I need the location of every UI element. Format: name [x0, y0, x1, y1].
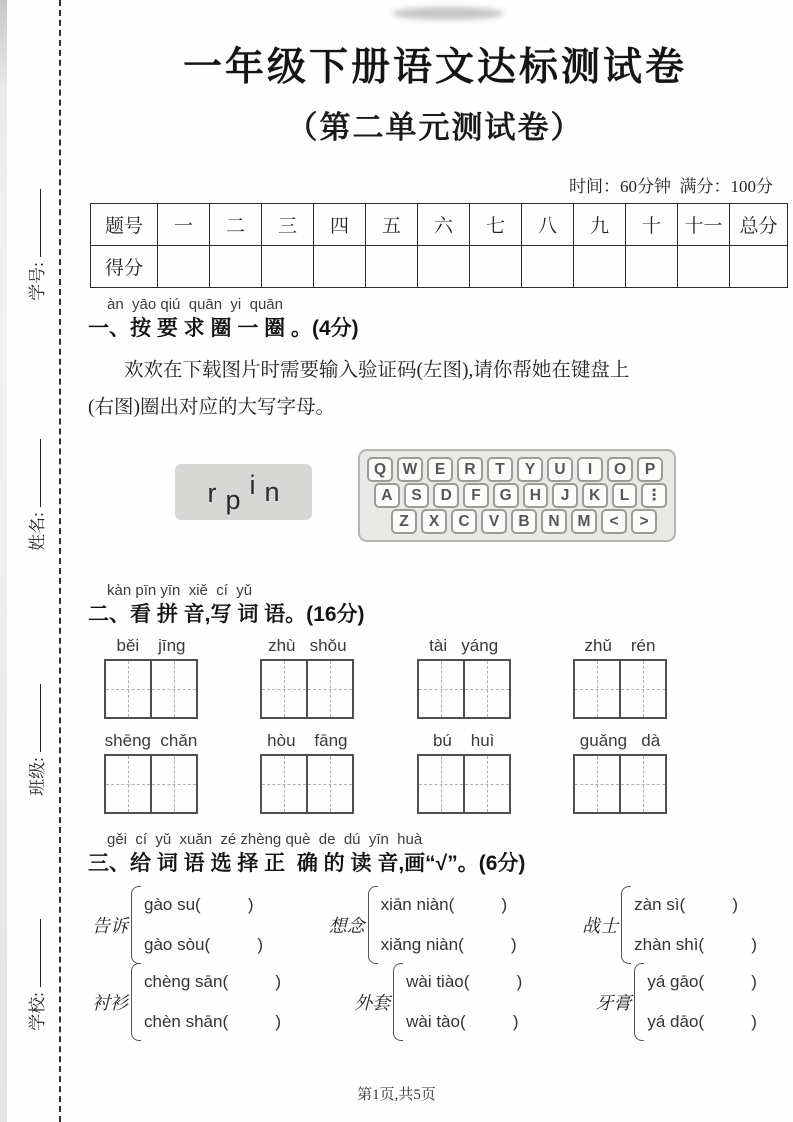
- score-table-column-4: 四: [314, 204, 366, 246]
- keyboard-key-W: W: [397, 457, 423, 482]
- writing-grid-cell: [106, 756, 150, 812]
- section2-title: 二、看 拼 音,写 词 语。(16分): [88, 603, 365, 626]
- margin-field-class: [23, 645, 47, 835]
- keyboard-row-1: [367, 457, 667, 482]
- choice-options: [381, 886, 517, 964]
- pronunciation-option-1: zàn sì( ): [634, 895, 739, 914]
- writing-grid-cell: [150, 661, 196, 717]
- pronunciation-option-1: xiān niàn( ): [380, 895, 508, 914]
- keyboard-key-Z: Z: [391, 509, 417, 534]
- word-grid-group-1-0: [104, 731, 198, 814]
- keyboard-key-T: T: [487, 457, 513, 482]
- score-table-column-10: 十: [626, 204, 678, 246]
- writing-grid-cell: [306, 661, 352, 717]
- writing-grid-cell: [262, 661, 306, 717]
- margin-field-label-class: 班级:: [28, 757, 47, 796]
- keyboard-key-E: E: [427, 457, 453, 482]
- writing-grid-cell: [619, 756, 665, 812]
- score-cell-1: [158, 246, 210, 288]
- choice-word-label: 牙膏: [595, 993, 632, 1013]
- pronunciation-option-2: wài tào( ): [406, 1012, 519, 1031]
- keyboard-key-U: U: [547, 457, 573, 482]
- section1-instructions: [88, 352, 708, 426]
- word-grid-group-0-0: [104, 636, 198, 719]
- score-cell-5: [366, 246, 418, 288]
- choice-options: [634, 886, 757, 964]
- pronunciation-option-1: wài tiào( ): [406, 972, 523, 991]
- pronunciation-option-2: xiǎng niàn( ): [380, 935, 517, 954]
- word-grid-group-1-1: [260, 731, 354, 814]
- brace-icon: [368, 886, 378, 964]
- word-grid-group-0-3: [573, 636, 667, 719]
- keyboard-row-3: [367, 509, 667, 534]
- choice-options: [144, 886, 263, 964]
- score-table-header-label: 题号: [91, 204, 158, 246]
- pronunciation-option-2: yá dāo( ): [647, 1012, 757, 1031]
- keyboard-key-H: H: [523, 483, 549, 508]
- word-grid-pinyin: tài yáng: [429, 636, 499, 655]
- section2-pinyin: kàn pīn yīn xiě cí yǔ: [107, 582, 253, 599]
- word-grid-row-0: [104, 636, 667, 719]
- score-cell-12: [730, 246, 788, 288]
- choice-row-1: [92, 963, 757, 1041]
- keyboard-key-S: S: [404, 483, 430, 508]
- margin-field-blank-student-id: [38, 189, 41, 257]
- writing-grid-box: [417, 659, 511, 719]
- choice-group-0-1: [329, 886, 517, 964]
- score-cell-8: [522, 246, 574, 288]
- word-grid-group-1-2: [417, 731, 511, 814]
- score-table-column-5: 五: [366, 204, 418, 246]
- margin-field-blank-school: [38, 919, 41, 987]
- writing-grid-box: [104, 754, 198, 814]
- writing-grid-box: [573, 659, 667, 719]
- writing-grid-cell: [419, 661, 463, 717]
- pronunciation-option-2: chèn shān( ): [144, 1012, 282, 1031]
- writing-grid-cell: [619, 661, 665, 717]
- scan-edge-artifact: [0, 0, 7, 1122]
- word-grid-pinyin: shēng chǎn: [104, 731, 198, 750]
- score-table-score-row: [91, 246, 788, 288]
- word-grid-pinyin: bú huì: [432, 731, 495, 750]
- score-table-column-1: 一: [158, 204, 210, 246]
- keyboard-key-C: C: [451, 509, 477, 534]
- exam-time-score-info: 时间：60分钟 满分：100分: [569, 177, 773, 196]
- keyboard-key-R: R: [457, 457, 483, 482]
- writing-grid-cell: [575, 661, 619, 717]
- brace-icon: [393, 963, 403, 1041]
- brace-icon: [634, 963, 644, 1041]
- keyboard-key-L: L: [612, 483, 638, 508]
- keyboard-key->: >: [631, 509, 657, 534]
- writing-grid-cell: [262, 756, 306, 812]
- word-grid-pinyin: zhù shǒu: [268, 636, 347, 655]
- score-table-column-7: 七: [470, 204, 522, 246]
- word-grid-group-0-2: [417, 636, 511, 719]
- margin-field-label-student-id: 学号:: [28, 262, 47, 301]
- keyboard-row-2: [367, 483, 667, 508]
- section3-title: 三、给 词 语 选 择 正 确 的 读 音,画“√”。(6分): [88, 852, 526, 875]
- score-cell-11: [678, 246, 730, 288]
- writing-grid-box: [104, 659, 198, 719]
- margin-field-student-name: [23, 400, 47, 590]
- writing-grid-box: [260, 754, 354, 814]
- choice-group-1-0: [92, 963, 281, 1041]
- choice-options: [406, 963, 522, 1041]
- choice-options: [647, 963, 757, 1041]
- keyboard-key-P: P: [637, 457, 663, 482]
- keyboard-key-M: M: [571, 509, 597, 534]
- keyboard-image: [358, 449, 676, 542]
- choice-options: [144, 963, 281, 1041]
- keyboard-key-V: V: [481, 509, 507, 534]
- score-cell-3: [262, 246, 314, 288]
- word-grid-row-1: [104, 731, 667, 814]
- page-subtitle: （第二单元测试卷）: [286, 110, 584, 145]
- keyboard-key-D: D: [433, 483, 459, 508]
- keyboard-key-O: O: [607, 457, 633, 482]
- section3-pinyin: gěi cí yǔ xuǎn zé zhèng què de dú yīn huà: [107, 831, 423, 848]
- score-table-row-label: 得分: [91, 246, 158, 288]
- footer-page-number: 第1页,共5页: [357, 1087, 436, 1103]
- captcha-letter-p: p: [225, 484, 241, 515]
- choice-row-0: [92, 886, 757, 964]
- binding-dashed-line: [59, 0, 61, 1122]
- brace-icon: [131, 886, 141, 964]
- margin-field-blank-student-name: [38, 439, 41, 507]
- keyboard-key-<: <: [601, 509, 627, 534]
- margin-field-label-school: 学校:: [28, 992, 47, 1031]
- score-cell-7: [470, 246, 522, 288]
- score-table-column-8: 八: [522, 204, 574, 246]
- pronunciation-option-2: zhàn shì( ): [634, 935, 757, 954]
- writing-grid-box: [260, 659, 354, 719]
- choice-group-1-2: [595, 963, 757, 1041]
- keyboard-key-Q: Q: [367, 457, 393, 482]
- keyboard-key-⋮: ⋮: [641, 483, 667, 508]
- margin-field-label-student-name: 姓名:: [28, 512, 47, 551]
- word-grid-group-1-3: [573, 731, 667, 814]
- choice-word-label: 想念: [328, 916, 365, 936]
- page-title: 一年级下册语文达标测试卷: [182, 46, 687, 89]
- score-table-column-11: 十一: [678, 204, 730, 246]
- margin-field-school: [23, 880, 47, 1070]
- score-cell-4: [314, 246, 366, 288]
- writing-grid-cell: [419, 756, 463, 812]
- pronunciation-option-2: gào sòu( ): [144, 935, 264, 954]
- score-cell-10: [626, 246, 678, 288]
- choice-group-0-0: [92, 886, 263, 964]
- choice-word-label: 战士: [582, 916, 619, 936]
- pronunciation-option-1: gào su( ): [144, 895, 254, 914]
- word-grid-pinyin: guǎng dà: [579, 731, 661, 750]
- score-cell-6: [418, 246, 470, 288]
- keyboard-key-B: B: [511, 509, 537, 534]
- score-table-column-9: 九: [574, 204, 626, 246]
- scan-smudge-artifact: [392, 7, 504, 20]
- writing-grid-cell: [463, 661, 509, 717]
- writing-grid-cell: [106, 661, 150, 717]
- writing-grid-cell: [575, 756, 619, 812]
- captcha-letter-i: i: [249, 469, 256, 500]
- pronunciation-option-1: yá gāo( ): [647, 972, 757, 991]
- keyboard-key-X: X: [421, 509, 447, 534]
- section1-instructions-line1: 欢欢在下载图片时需要输入验证码(左图),请你帮她在键盘上: [124, 360, 630, 381]
- keyboard-key-K: K: [582, 483, 608, 508]
- choice-group-1-1: [354, 963, 522, 1041]
- keyboard-key-I: I: [577, 457, 603, 482]
- keyboard-key-J: J: [552, 483, 578, 508]
- choice-word-label: 衬衫: [92, 993, 128, 1013]
- section1-pinyin: àn yāo qiú quān yi quān: [107, 296, 283, 313]
- writing-grid-box: [573, 754, 667, 814]
- section1-title: 一、按 要 求 圈 一 圈 。(4分): [88, 317, 359, 340]
- margin-field-blank-class: [38, 684, 41, 752]
- captcha-letter-r: r: [207, 477, 217, 508]
- brace-icon: [621, 886, 631, 964]
- score-table: [90, 203, 788, 288]
- score-cell-9: [574, 246, 626, 288]
- score-table-header-row: [91, 204, 788, 246]
- score-table-column-3: 三: [262, 204, 314, 246]
- keyboard-key-N: N: [541, 509, 567, 534]
- margin-field-student-id: [23, 150, 47, 340]
- writing-grid-cell: [150, 756, 196, 812]
- choice-word-label: 外套: [354, 993, 391, 1013]
- word-grid-group-0-1: [260, 636, 354, 719]
- captcha-letter-n: n: [264, 476, 280, 507]
- captcha-image: [175, 464, 312, 520]
- keyboard-key-Y: Y: [517, 457, 543, 482]
- pronunciation-option-1: chèng sān( ): [144, 972, 282, 991]
- choice-word-label: 告诉: [92, 916, 128, 936]
- keyboard-key-G: G: [493, 483, 519, 508]
- writing-grid-cell: [463, 756, 509, 812]
- word-grid-pinyin: zhǔ rén: [584, 636, 656, 655]
- brace-icon: [131, 963, 141, 1041]
- score-table-column-12: 总分: [730, 204, 788, 246]
- choice-group-0-2: [582, 886, 757, 964]
- score-cell-2: [210, 246, 262, 288]
- writing-grid-box: [417, 754, 511, 814]
- writing-grid-cell: [306, 756, 352, 812]
- keyboard-key-F: F: [463, 483, 489, 508]
- score-table-column-2: 二: [210, 204, 262, 246]
- section1-instructions-line2: (右图)圈出对应的大写字母。: [88, 397, 335, 418]
- word-grid-pinyin: hòu fāng: [267, 731, 348, 750]
- word-grid-pinyin: běi jīng: [116, 636, 186, 655]
- score-table-column-6: 六: [418, 204, 470, 246]
- keyboard-key-A: A: [374, 483, 400, 508]
